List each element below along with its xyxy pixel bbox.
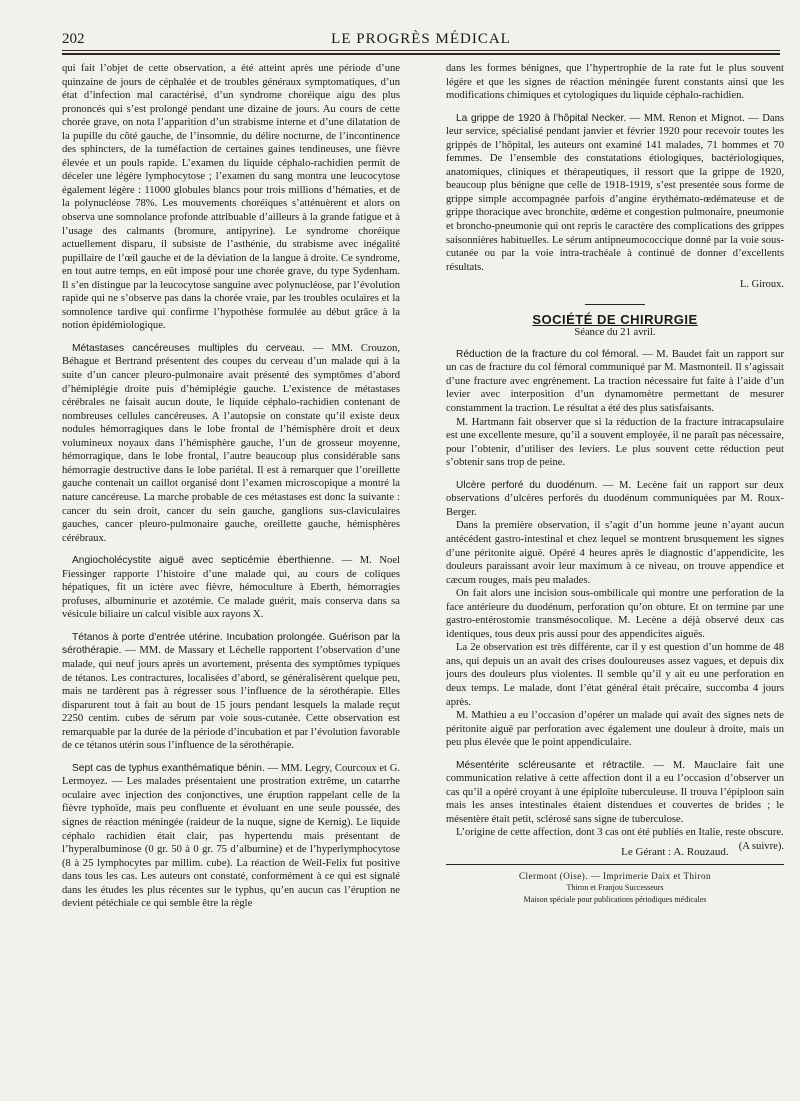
paragraph-body: — M. Noel Fiessinger rapporte l’histoire d’une malade qui, au cours de coliques hépatiques, fit un ictère avec fièvre, hémoculture à Eberth, hémorragies profuses, albuminurie et azotémie. Ce malade guérit, mais conserva dans sa vésicule biliaire un calcul visible aux rayons X.: [62, 555, 400, 621]
paragraph-title: Tétanos à porte d’entrée utérine. Incubation prolongée. Guérison par la sérothérapie.: [62, 631, 400, 657]
paragraph-typhus: [62, 762, 400, 911]
paragraph-title: Mésentérite scléreusante et rétractile.: [456, 759, 645, 771]
paragraph-mesenterite: [446, 759, 784, 827]
page-header: [62, 28, 780, 50]
paragraph-title: Réduction de la fracture du col fémoral.: [456, 348, 639, 360]
paragraph-title: Angiocholécystite aiguë avec septicémie éberthienne.: [72, 555, 335, 567]
paragraph-mathieu: M. Mathieu a eu l’occasion d’opérer un malade qui avait des signes nets de péritonite aiguë par perforation avec également une douleur à droite, mais un peu plus élevée que le point appendiculaire.: [446, 710, 784, 749]
paragraph-tetanos: [62, 631, 400, 753]
to-be-continued: (A suivre).: [738, 840, 784, 852]
paragraph-title: Ulcère perforé du duodénum.: [456, 479, 598, 491]
printer-specialty: Maison spéciale pour publications périodiques médicales: [523, 894, 707, 904]
header-rule: [62, 50, 780, 51]
continued-paragraph: qui fait l’objet de cette observation, a été atteint après une période d’une quinzaine de jours de céphalée et de troubles généraux symptomatiques, d’un état d’infection mal caractérisé, d’un syndrome choréique aigu des plus prononcés qui s’est prolongé pendant une dizaine de jours. Au cours de cette chorée grave, on nota l’apparition d’un strabisme interne et d’une dilatation de la pupille du côté gauche, de l’insomnie, du délire nocturne, de l’incontinence des sphincters, de la tuméfaction de certaines gaines tendineuses, une fièvre élevée et un pouls rapide. L’examen du liquide céphalo-rachidien permit de déceler une légère lymphocytose ; l’examen du sang montra une leucocytose également légère : 11000 globules blancs pour trois millions d’hématies, et de la polynucléose 78%. Les mouvements choréiques s’atténuèrent et alors on observa une somnolance profonde attribuable d’ailleurs à la grande fatigue et à l’usage des calmants (bromure, antipyrine). Le syndrome choréique actuellement disparu, il subsiste de l’asthénie, du strabisme avec inégalité pupillaire de l’œil gauche et de la déviation de la langue à droite. Ce syndrome, en tout autre temps, en eût imposé pour une chorée grave, du type Sydenham. Il s’en distingue par la leucocytose sanguine avec polynucléose, par l’évolution rapide qui ne s’observe pas dans la chorée vraie, par les troubles oculaires et la somnolence tardive qui confirme l’hypothèse formulée au début grâce à la notion épidémiologique.: [62, 63, 400, 332]
continued-paragraph: dans les formes bénignes, que l’hypertrophie de la rate fut le plus souvent légère et que les signes de réaction méningée furent constants ainsi que les modifications chimiques et cytologiques du liquide céphalo-rachidien.: [446, 63, 784, 102]
paragraph-body: — M. Lecène fait un rapport sur deux observations d’ulcères perforés du duodénum communiquées par M. Roux-Berger.: [446, 479, 784, 518]
paragraph-body: — MM. Crouzon, Béhague et Bertrand présentent des coupes du cerveau d’un malade qui à la suite d’un cancer pleuro-pulmonaire avait présenté des symptômes d’abord d’hémiplégie droite puis d’hémiplégie gauche. L’existence de métastases cérébrales ne faisait aucun doute, le liquide céphalo-rachidien contenant de nombreuses cellules cancéreuses. A l’autopsie on constate qu’il existe deux nodules hémorragiques dans le lobe frontal de l’hémisphère droit et deux volumineux noyaux dans l’hémisphère gauche, l’un de grosseur moyenne, hémorragique, dans le lobe frontal, l’autre beaucoup plus considérable sans hémorragie destructive dans le lobe pariétal. Il est à remarquer que l’oreillette gauche contenait un caillot organisé dont l’examen microscopique a montré la nature cancéreuse. La marche probable de ces métastases est donc la suivante : cancer du sein droit, cancer du sein gauche, ganglions sus-claviculaires gauches, cancer pleuro-pulmonaire gauche, oreillette gauche, hémisphères cérébraux.: [62, 342, 400, 544]
paragraph-body: — MM. Legry, Courcoux et G. Lermoyez. — Les malades présentaient une prostration extrême, un catarrhe oculaire avec injection des conjonctives, une éruption rappelant celle de la fièvre typhoïde, mais peu confluente et évoluant en une seule poussée, des signes de réaction méningée (raideur de la nuque, signe de Kernig). Le liquide céphalo rachidien était clair, pas hypertendu mais présentant de l’hyperalbuminose (0 gr. 50 à 0 gr. 75 d’albumine) et de l’hyperlymphocytose (8 à 25 lymphocytes par millim. cube). La réaction de Weil-Felix fut positive dans tous les cas. Les auteurs ont constaté, conformément à ce qui est signalé dans les études les plus récentes sur le typhus, qu’en aucun cas l’éruption ne devient pétéchiale ce qui semble être la règle: [62, 762, 400, 910]
author-signature: L. Giroux.: [739, 279, 784, 291]
paragraph-body: — MM. de Massary et Léchelle rapportent l’observation d’une malade, qui neuf jours après un avortement, présenta des symptômes typiques de tétanos. Les contractures, localisées d’abord, se généralisèrent quelque peu, mais ne tardèrent pas à régresser sous l’influence de la sérothérapie. Elles disparurent tout à fait au bout de 15 jours pendant lesquels la malade reçut 2250 centim. cubes de sérum par voie sous-cutanée. Cette observation est remarquable par la durée de la période d’incubation et par l’évolution favorable de ce tétanos utérin sous l’influence de la sérothérapie.: [62, 645, 400, 752]
section-date: Séance du 21 avril.: [574, 327, 656, 339]
paragraph-angiocholecystite: [62, 554, 400, 622]
paragraph-title: Sept cas de typhus exanthématique bénin.: [72, 762, 265, 774]
paragraph-ulcere: [446, 479, 784, 520]
paragraph-hartmann: M. Hartmann fait observer que si la réduction de la fracture intracapsulaire est une excellente mesure, qu’il a souvent employée, il ne paraît pas nécessaire, pour l’obtenir, d’utiliser des leviers. Le plus souvent cette réduction peut s’obtenir sans trop de peine.: [446, 416, 784, 469]
paragraph-ulcere-obs1b: On fait alors une incision sous-ombilicale qui montre une perforation de la face antérieure du duodénum, perforation qu’on obture. Et on termine par une gastro-entérostomie transmésocolique. M. Lecène a déjà observé deux cas identiques, tous deux pris aussi pour des appendicites aiguës.: [446, 588, 784, 640]
paragraph-ulcere-obs1: Dans la première observation, il s’agit d’un homme jeune n’ayant aucun antécédent gastro-intestinal et chez lequel se montrent brusquement les signes d’une péritonite aiguë. Opéré 4 heures après le diagnostic d’appendicite, les douleurs paraissant avoir leur maximum à ce niveau, on trouve appendice et cæcum rouges, mais peu malades.: [446, 520, 784, 586]
header-rule-thick: [62, 53, 780, 55]
gerant-signature: Le Gérant : A. Rouzaud.: [621, 845, 729, 858]
paragraph-body: — M. Mauclaire fait une communication relative à cette affection dont il a eu l’occasion d’observer un cas qu’il a opéré croyant à une épiploïte tuberculeuse. Il trouva l’épiploon sain mais les anses intestinales étaient distendues et couvertes de brides ; le mésentère était petit, sclérosé sans signe de tuberculose.: [446, 759, 784, 825]
page-number: 202: [62, 31, 85, 47]
left-column: [62, 62, 400, 911]
section-divider: [585, 304, 645, 305]
paragraph-title: Métastases cancéreuses multiples du cerveau.: [72, 342, 305, 354]
printer-line: Clermont (Oise). — Imprimerie Daix et Thiron: [518, 870, 712, 881]
paragraph-metastases: [62, 342, 400, 545]
printer-successors: Thiron et Franjou Successeurs: [566, 883, 664, 893]
paragraph-body: — MM. Renon et Mignot. — Dans leur service, spécialisé pendant janvier et février 1920 pour recevoir toutes les grippés de l’hôpital, les auteurs ont examiné 141 malades, 71 hommes et 70 femmes. De l’ensemble des constatations étiologiques, bactériologiques, anatomiques, cliniques et thérapeutiques, il ressort que la grippe de 1920, beaucoup plus bénigne que celle de 1918-1919, s’est presentée sous forme de grippe simple accompagnée parfois d’angine érythémato-œdémateuse et de grippe thoracique avec bronchite, œdème et congestion pulmonaire, pneumonie et broncho-pneumonie qui ont repris le caractère des complications des grippes saisonnières habituelles. Le sérum antipneumococcique donné par la voie sous-cutanée ou par la voie intra-trachéale à continué de donner d’excellents résultats.: [446, 112, 784, 273]
printer-footer: [446, 871, 784, 906]
paragraph-title: La grippe de 1920 à l’hôpital Necker.: [456, 112, 627, 124]
footer-rule: [446, 864, 784, 865]
paragraph-ulcere-obs2: La 2e observation est très différente, car il y est question d’un homme de 48 ans, qui depuis un an avait des crises douloureuses assez vagues, et depuis dix jours des douleurs plus violentes. Il semble qu’il y ait eu une perforation en deux temps. Le malade, dont l’état général était précaire, succomba 4 jours après.: [446, 642, 784, 708]
section-title: SOCIÉTÉ DE CHIRURGIE: [532, 311, 698, 327]
paragraph-fracture: [446, 348, 784, 416]
journal-title: LE PROGRÈS MÉDICAL: [331, 31, 511, 47]
paragraph-grippe: [446, 112, 784, 275]
right-column: [446, 62, 784, 905]
paragraph-body: L’origine de cette affection, dont 3 cas ont été publiés en Italie, reste obscure.: [456, 827, 784, 839]
paragraph-body: — M. Baudet fait un rapport sur un cas de fracture du col fémoral communiqué par M. Masmonteil. Il s’agissait d’une fracture avec engrènement. La traction nécessaire fut faite à l’aide d’un levier avec interposition d’un dynamomètre permettant de mesurer constamment la traction. Le résultat a été des plus satisfaisants.: [446, 348, 784, 415]
